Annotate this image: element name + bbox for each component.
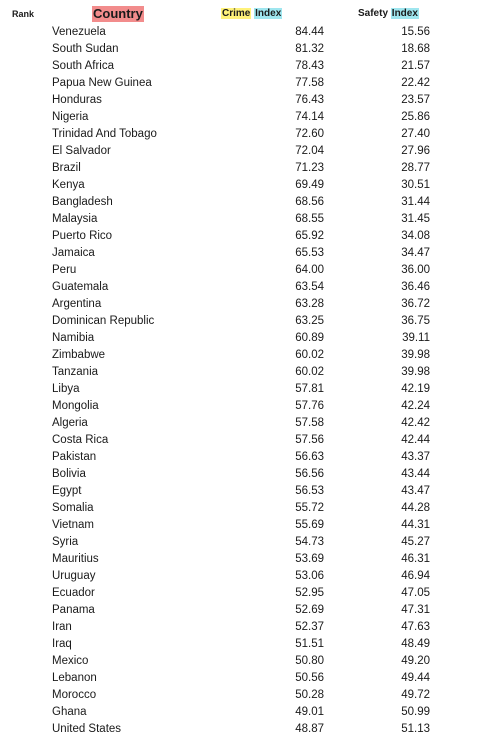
table-row [0,126,494,143]
table-row [0,296,494,313]
country-cell: Argentina [52,298,102,310]
country-cell: Nigeria [52,111,89,123]
country-cell: Somalia [52,502,94,514]
crime-index-cell: 72.60 [295,128,324,140]
crime-index-cell: 84.44 [295,26,324,38]
country-cell: South Africa [52,60,115,72]
country-cell: Ghana [52,706,87,718]
safety-index-cell: 43.37 [401,451,430,463]
safety-index-cell: 34.08 [401,230,430,242]
safety-index-cell: 31.44 [401,196,430,208]
country-cell: Costa Rica [52,434,109,446]
crime-index-cell: 56.53 [295,485,324,497]
safety-index-cell: 45.27 [401,536,430,548]
safety-index-cell: 23.57 [401,94,430,106]
crime-index-cell: 53.06 [295,570,324,582]
country-cell: Peru [52,264,77,276]
table-row [0,636,494,653]
safety-index-cell: 27.40 [401,128,430,140]
crime-index-cell: 53.69 [295,553,324,565]
crime-index-cell: 57.56 [295,434,324,446]
country-cell: South Sudan [52,43,119,55]
country-cell: Lebanon [52,672,97,684]
crime-index-cell: 52.37 [295,621,324,633]
crime-index-cell: 48.87 [295,723,324,735]
crime-index-cell: 81.32 [295,43,324,55]
country-cell: Panama [52,604,95,616]
table-row [0,41,494,58]
country-cell: Ecuador [52,587,95,599]
country-cell: Mexico [52,655,89,667]
table-row [0,619,494,636]
country-column-header: Country [93,6,143,21]
crime-index-cell: 56.56 [295,468,324,480]
country-cell: Tanzania [52,366,99,378]
safety-index-cell: 46.31 [401,553,430,565]
safety-index-cell: 36.00 [401,264,430,276]
country-cell: Mongolia [52,400,99,412]
safety-index-cell: 28.77 [401,162,430,174]
table-row [0,687,494,704]
table-header [0,0,494,26]
table-row [0,568,494,585]
safety-index-cell: 22.42 [401,77,430,89]
safety-index-cell: 39.98 [401,349,430,361]
crime-index-cell: 65.53 [295,247,324,259]
table-row [0,500,494,517]
crime-index-cell: 52.69 [295,604,324,616]
crime-index-cell: 50.28 [295,689,324,701]
country-cell: Algeria [52,417,88,429]
table-row [0,721,494,738]
country-cell: Bangladesh [52,196,113,208]
safety-index-cell: 39.98 [401,366,430,378]
table-row [0,160,494,177]
crime-index-cell: 60.02 [295,366,324,378]
country-cell: Namibia [52,332,95,344]
country-cell: Morocco [52,689,97,701]
country-cell: Malaysia [52,213,98,225]
country-cell: Egypt [52,485,82,497]
safety-index-cell: 30.51 [401,179,430,191]
table-row [0,517,494,534]
table-row [0,24,494,41]
crime-header-word-1: Crime [222,8,251,19]
safety-index-cell: 25.86 [401,111,430,123]
table-row [0,262,494,279]
safety-index-cell: 36.72 [401,298,430,310]
safety-index-cell: 42.44 [401,434,430,446]
country-cell: Bolivia [52,468,86,480]
table-row [0,109,494,126]
safety-index-cell: 44.28 [401,502,430,514]
country-cell: Iraq [52,638,72,650]
crime-index-cell: 57.76 [295,400,324,412]
safety-index-cell: 42.24 [401,400,430,412]
table-row [0,466,494,483]
country-cell: Kenya [52,179,85,191]
safety-index-cell: 21.57 [401,60,430,72]
table-row [0,58,494,75]
country-cell: Libya [52,383,80,395]
table-row [0,364,494,381]
table-row [0,670,494,687]
country-cell: Mauritius [52,553,99,565]
table-row [0,330,494,347]
safety-index-cell: 43.44 [401,468,430,480]
safety-index-cell: 36.46 [401,281,430,293]
safety-index-cell: 36.75 [401,315,430,327]
crime-header-word-2: Index [255,8,282,19]
crime-index-cell: 77.58 [295,77,324,89]
country-cell: Venezuela [52,26,106,38]
crime-index-cell: 74.14 [295,111,324,123]
country-cell: Iran [52,621,72,633]
country-cell: Papua New Guinea [52,77,152,89]
safety-index-cell: 46.94 [401,570,430,582]
table-row [0,653,494,670]
crime-index-cell: 63.25 [295,315,324,327]
country-cell: Pakistan [52,451,97,463]
table-row [0,585,494,602]
crime-index-cell: 60.89 [295,332,324,344]
table-row [0,75,494,92]
safety-index-cell: 47.31 [401,604,430,616]
table-row [0,415,494,432]
crime-index-cell: 63.28 [295,298,324,310]
safety-index-cell: 42.19 [401,383,430,395]
safety-index-cell: 42.42 [401,417,430,429]
safety-index-cell: 44.31 [401,519,430,531]
crime-index-cell: 56.63 [295,451,324,463]
crime-index-cell: 65.92 [295,230,324,242]
table-row [0,534,494,551]
country-cell: Dominican Republic [52,315,155,327]
table-row [0,551,494,568]
country-cell: Brazil [52,162,81,174]
table-row [0,704,494,721]
crime-index-cell: 76.43 [295,94,324,106]
safety-index-cell: 27.96 [401,145,430,157]
crime-index-cell: 60.02 [295,349,324,361]
safety-index-column-header [358,7,419,21]
safety-header-word-1: Safety [358,8,389,19]
crime-index-column-header [221,7,282,21]
safety-index-cell: 48.49 [401,638,430,650]
table-body [0,24,494,738]
crime-index-cell: 57.81 [295,383,324,395]
country-cell: El Salvador [52,145,111,157]
table-row [0,313,494,330]
crime-index-cell: 52.95 [295,587,324,599]
safety-header-word-2: Index [391,8,418,19]
country-cell: Vietnam [52,519,94,531]
crime-index-cell: 51.51 [295,638,324,650]
safety-index-cell: 39.11 [402,332,430,344]
crime-index-cell: 57.58 [295,417,324,429]
table-row [0,245,494,262]
table-row [0,432,494,449]
crime-index-cell: 49.01 [295,706,324,718]
crime-index-cell: 71.23 [295,162,324,174]
rank-column-header: Rank [12,9,35,19]
table-row [0,177,494,194]
table-row [0,211,494,228]
table-row [0,347,494,364]
table-row [0,143,494,160]
table-row [0,194,494,211]
country-cell: Guatemala [52,281,109,293]
table-row [0,398,494,415]
crime-index-cell: 54.73 [295,536,324,548]
crime-index-cell: 50.80 [295,655,324,667]
country-cell: Uruguay [52,570,96,582]
crime-index-cell: 68.55 [295,213,324,225]
country-cell: Syria [52,536,79,548]
table-row [0,602,494,619]
safety-index-cell: 47.05 [401,587,430,599]
safety-index-cell: 49.20 [401,655,430,667]
table-row [0,228,494,245]
safety-index-cell: 43.47 [401,485,430,497]
crime-index-cell: 55.69 [295,519,324,531]
safety-index-cell: 18.68 [401,43,430,55]
crime-index-cell: 78.43 [295,60,324,72]
crime-index-cell: 64.00 [295,264,324,276]
safety-index-cell: 34.47 [401,247,430,259]
safety-index-cell: 47.63 [401,621,430,633]
safety-index-cell: 51.13 [401,723,430,735]
table-row [0,381,494,398]
safety-index-cell: 49.72 [401,689,430,701]
country-cell: Trinidad And Tobago [52,128,157,140]
crime-index-cell: 55.72 [295,502,324,514]
country-cell: Honduras [52,94,102,106]
crime-index-cell: 69.49 [295,179,324,191]
crime-index-cell: 72.04 [295,145,324,157]
safety-index-cell: 15.56 [401,26,430,38]
country-cell: Zimbabwe [52,349,106,361]
crime-index-cell: 50.56 [295,672,324,684]
safety-index-cell: 31.45 [401,213,430,225]
table-row [0,449,494,466]
crime-index-cell: 63.54 [295,281,324,293]
country-cell: Puerto Rico [52,230,113,242]
safety-index-cell: 49.44 [401,672,430,684]
table-row [0,92,494,109]
country-cell: Jamaica [52,247,95,259]
safety-index-cell: 50.99 [401,706,430,718]
table-row [0,279,494,296]
crime-index-cell: 68.56 [295,196,324,208]
country-cell: United States [52,723,122,735]
table-row [0,483,494,500]
